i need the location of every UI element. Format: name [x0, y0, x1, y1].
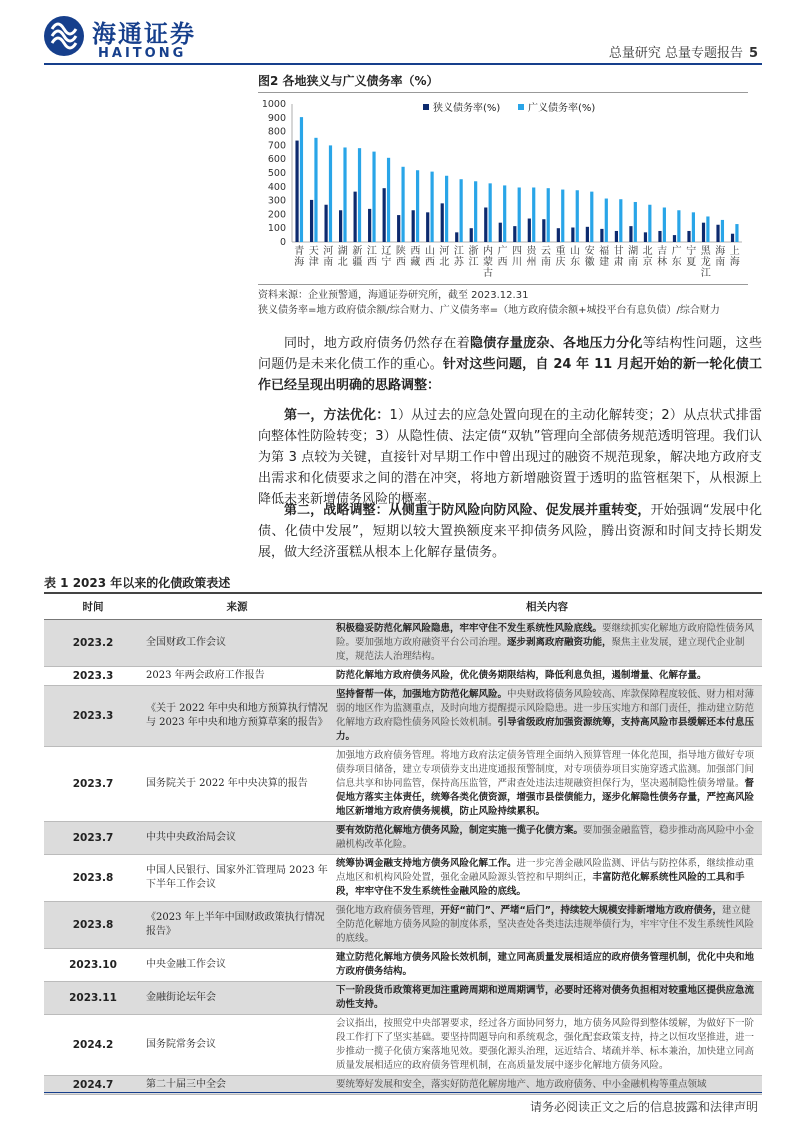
- x-tick-label: 山: [424, 246, 435, 257]
- bar-narrow-debt-ratio: [557, 228, 560, 242]
- content-normal: 要加强金融监管，稳步推动高风险中小金融机构改革化险。: [336, 825, 755, 850]
- table-row: [44, 1015, 762, 1076]
- x-tick-label: 安: [584, 246, 595, 257]
- content-normal-2: 建立健全防范化解地方债务风险的制度体系，坚决查处各类违法违规举债行为，牢牢守住不发生系统性风险的底线。: [336, 905, 755, 944]
- x-tick-label: 湖: [337, 246, 348, 257]
- row-content: [332, 1015, 762, 1076]
- row-content: [332, 982, 762, 1015]
- bar-narrow-debt-ratio: [615, 231, 618, 242]
- x-tick-label: 西: [366, 257, 377, 268]
- figure-source: [258, 288, 720, 318]
- x-tick-label: 海: [729, 257, 740, 268]
- y-tick-label: 0: [279, 237, 286, 248]
- bar-narrow-debt-ratio: [629, 226, 632, 242]
- x-tick-label: 疆: [352, 257, 363, 268]
- bar-broad-debt-ratio: [561, 190, 564, 242]
- bar-broad-debt-ratio: [706, 216, 709, 242]
- debt-ratio-bar-chart: [258, 96, 748, 282]
- row-source: 中央金融工作会议: [142, 949, 332, 982]
- page-number: 5: [748, 46, 758, 61]
- bar-broad-debt-ratio: [358, 148, 361, 242]
- x-tick-label: 辽: [381, 246, 392, 257]
- row-time: 2023.8: [44, 855, 142, 902]
- bar-narrow-debt-ratio: [571, 228, 574, 242]
- bar-broad-debt-ratio: [460, 179, 463, 242]
- bar-broad-debt-ratio: [634, 202, 637, 242]
- row-content: [332, 855, 762, 902]
- bar-broad-debt-ratio: [387, 158, 390, 242]
- content-bold: 建立防范化解地方债务风险长效机制，建立同高质量发展相适应的政府债务管理机制，优化中央和地方政府债务结构。: [336, 952, 755, 977]
- content-bold-2: 丰富防范化解系统性风险的工具和手段，牢牢守住不发生系统性金融风险的底线。: [336, 872, 745, 897]
- x-tick-label: 西: [497, 257, 508, 268]
- x-tick-label: 苏: [453, 257, 464, 268]
- p3-emphasis: 从侧重于防风险向防风险、促发展并重转变，: [388, 503, 651, 518]
- report-category: [609, 42, 758, 61]
- table-row: [44, 822, 762, 855]
- content-bold: 坚持督帮一体，加强地方防范化解风险。: [336, 689, 508, 700]
- y-tick-label: 400: [267, 181, 286, 193]
- p1-emphasis-2: 针对这些问题，自 24 年 11 月起开始的新一轮化债工作已经呈现出明确的思路调整：: [258, 357, 762, 393]
- bar-narrow-debt-ratio: [310, 200, 313, 242]
- content-bold-2: 逐步剥离政府融资功能，: [507, 637, 612, 648]
- x-tick-label: 南: [628, 257, 639, 268]
- content-bold-2: 引导省级政府加强资源统筹，支持高风险市县缓解还本付息压力。: [336, 717, 755, 742]
- bar-narrow-debt-ratio: [441, 203, 444, 242]
- row-source: 中国人民银行、国家外汇管理局 2023 年下半年工作会议: [142, 855, 332, 902]
- x-tick-label: 南: [541, 257, 552, 268]
- x-tick-label: 内: [482, 246, 493, 257]
- x-tick-label: 宁: [686, 246, 697, 257]
- haitong-logo: [44, 12, 234, 64]
- bar-broad-debt-ratio: [401, 167, 404, 242]
- x-tick-label: 吉: [657, 246, 668, 257]
- content-bold: 统筹协调金融支持地方债务风险化解工作。: [336, 858, 517, 869]
- legend-label: 狭义债务率(%): [433, 103, 501, 114]
- row-source: 中共中央政治局会议: [142, 822, 332, 855]
- bar-broad-debt-ratio: [576, 190, 579, 242]
- table-row: [44, 686, 762, 747]
- bar-narrow-debt-ratio: [339, 210, 342, 242]
- x-tick-label: 河: [439, 246, 450, 257]
- x-tick-label: 徽: [584, 257, 595, 268]
- row-content: [332, 902, 762, 949]
- x-tick-label: 古: [482, 268, 493, 279]
- bar-broad-debt-ratio: [619, 199, 622, 242]
- bar-narrow-debt-ratio: [426, 212, 429, 242]
- figure-source-line-2: 狭义债务率=地方政府债余额/综合财力、广义债务率=（地方政府债余额+城投平台有息负债）/综合财力: [258, 305, 720, 316]
- p1-text-c: 等结构性问题，这些问题仍是未来化债工作的重心。: [258, 336, 762, 372]
- x-tick-label: 山: [570, 246, 581, 257]
- content-normal: 要继续抓实化解地方政府隐性债务风险。要加强地方政府融资平台公司治理。: [336, 623, 755, 648]
- row-content: [332, 667, 762, 686]
- content-bold-2: 督促地方落实主体责任，统筹各类化债资源，增强市县偿债能力，逐步化解隐性债务存量，严控高风险地区新增地方政府债务规模，防止风险持续累积。: [336, 778, 755, 817]
- x-tick-label: 北: [337, 257, 348, 268]
- bar-narrow-debt-ratio: [397, 215, 400, 242]
- bar-narrow-debt-ratio: [354, 192, 357, 242]
- bar-broad-debt-ratio: [314, 138, 317, 242]
- bar-narrow-debt-ratio: [295, 141, 298, 242]
- x-tick-label: 上: [729, 246, 740, 257]
- y-tick-label: 300: [267, 195, 286, 207]
- x-tick-label: 南: [323, 257, 334, 268]
- x-tick-label: 津: [308, 257, 319, 268]
- x-tick-label: 江: [700, 268, 711, 279]
- bar-broad-debt-ratio: [735, 224, 738, 242]
- y-tick-label: 500: [267, 168, 286, 179]
- footer-divider: [44, 1092, 762, 1093]
- p2-heading: 第一，方法优化：: [284, 408, 390, 423]
- x-tick-label: 南: [715, 257, 726, 268]
- logo-english-name: HAITONG: [98, 46, 187, 61]
- bar-narrow-debt-ratio: [499, 223, 502, 242]
- figure-title: 图2 各地狭义与广义债务率（%）: [258, 74, 439, 88]
- row-time: 2024.7: [44, 1076, 142, 1095]
- y-tick-label: 700: [267, 140, 286, 152]
- figure-source-rule: [258, 284, 748, 285]
- x-tick-label: 川: [512, 257, 522, 268]
- x-tick-label: 重: [555, 246, 566, 257]
- bar-broad-debt-ratio: [300, 117, 303, 242]
- row-time: 2023.7: [44, 747, 142, 822]
- y-tick-label: 1000: [261, 99, 286, 110]
- content-normal: 进一步完善金融风险监测、评估与防控体系，继续推动重点地区和机构风险处置，强化金融风险源头管控和早期纠正，: [336, 858, 755, 883]
- table-header-row: [44, 595, 762, 620]
- table-top-rule: [44, 592, 762, 594]
- row-content: [332, 686, 762, 747]
- bar-broad-debt-ratio: [547, 188, 550, 242]
- header-content: 相关内容: [332, 595, 762, 620]
- bar-narrow-debt-ratio: [383, 188, 386, 242]
- bar-narrow-debt-ratio: [673, 235, 676, 242]
- x-tick-label: 湖: [628, 246, 639, 257]
- row-content: [332, 949, 762, 982]
- bar-narrow-debt-ratio: [324, 205, 327, 242]
- x-tick-label: 江: [468, 257, 479, 268]
- report-category-label: 总量研究 总量专题报告: [608, 46, 743, 61]
- x-tick-label: 庆: [555, 257, 566, 268]
- y-tick-label: 800: [267, 126, 286, 138]
- bar-broad-debt-ratio: [692, 212, 695, 242]
- bar-broad-debt-ratio: [343, 147, 346, 242]
- bar-narrow-debt-ratio: [600, 229, 603, 242]
- legend-swatch: [518, 104, 524, 110]
- x-tick-label: 广: [671, 246, 682, 257]
- x-tick-label: 浙: [468, 246, 479, 257]
- y-tick-label: 100: [267, 223, 286, 235]
- row-time: 2023.7: [44, 822, 142, 855]
- bar-broad-debt-ratio: [503, 185, 506, 242]
- logo-chinese-name: 海通证券: [92, 19, 196, 48]
- x-tick-label: 海: [715, 246, 726, 257]
- bar-narrow-debt-ratio: [542, 219, 545, 242]
- legend-label: 广义债务率(%): [528, 103, 596, 114]
- x-tick-label: 海: [294, 257, 305, 268]
- bar-broad-debt-ratio: [677, 210, 680, 242]
- row-source: 国务院关于 2022 年中央决算的报告: [142, 747, 332, 822]
- table-row: [44, 949, 762, 982]
- row-source: 《关于 2022 年中央和地方预算执行情况与 2023 年中央和地方预算草案的报告》: [142, 686, 332, 747]
- content-normal: 中央财政将债务风险较高、库款保障程度较低、财力相对薄弱的地区作为监测重点，及时向地方提醒提示风险隐患。进一步压实地方和部门责任，推动建立防范化解地方政府隐性债务风险长效机制。: [336, 689, 755, 728]
- bar-broad-debt-ratio: [372, 152, 375, 242]
- y-tick-label: 600: [267, 154, 286, 166]
- bar-narrow-debt-ratio: [513, 226, 516, 242]
- row-time: 2024.2: [44, 1015, 142, 1076]
- bar-broad-debt-ratio: [445, 176, 448, 242]
- x-tick-label: 龙: [700, 257, 711, 268]
- x-tick-label: 东: [671, 257, 682, 268]
- row-source: 国务院常务会议: [142, 1015, 332, 1076]
- bar-broad-debt-ratio: [590, 192, 593, 242]
- x-tick-label: 甘: [613, 246, 624, 257]
- row-source: 《2023 年上半年中国财政政策执行情况报告》: [142, 902, 332, 949]
- x-tick-label: 京: [642, 257, 653, 268]
- bar-broad-debt-ratio: [489, 183, 492, 242]
- row-time: 2023.8: [44, 902, 142, 949]
- x-tick-label: 夏: [686, 257, 697, 268]
- figure-source-line-1: 资料来源：企业预警通，海通证券研究所，截至 2023.12.31: [258, 290, 529, 301]
- bar-narrow-debt-ratio: [455, 232, 458, 242]
- x-tick-label: 福: [599, 246, 610, 257]
- content-normal-2: 聚焦主业发展，建立现代企业制度，规范法人治理结构。: [336, 637, 745, 662]
- header-time: 时间: [44, 595, 142, 620]
- content-normal: 强化地方政府债务管理，: [336, 905, 441, 916]
- table-row: [44, 620, 762, 667]
- table-row: [44, 982, 762, 1015]
- content-bold: 下一阶段货币政策将更加注重跨周期和逆周期调节，必要时还将对债务负担相对较重地区提供应急流动性支持。: [336, 985, 755, 1010]
- paragraph-2: [258, 405, 762, 510]
- bar-narrow-debt-ratio: [368, 209, 371, 242]
- paragraph-3: [258, 500, 762, 563]
- policy-table: [44, 595, 762, 1095]
- row-source: 2023 年两会政府工作报告: [142, 667, 332, 686]
- x-tick-label: 州: [526, 257, 537, 268]
- p1-emphasis: 隐债存量庞杂、各地压力分化: [469, 336, 643, 351]
- x-tick-label: 江: [366, 246, 377, 257]
- row-time: 2023.3: [44, 667, 142, 686]
- bar-narrow-debt-ratio: [484, 208, 487, 243]
- content-bold-2: 开好“前门”、严堵“后门”，持续较大规模安排新增地方政府债务，: [440, 905, 722, 916]
- bar-narrow-debt-ratio: [528, 219, 531, 242]
- p3-heading: 第二，战略调整：: [284, 503, 389, 518]
- bar-narrow-debt-ratio: [658, 231, 661, 242]
- row-content: [332, 822, 762, 855]
- header-divider: [44, 63, 762, 65]
- row-source: 金融街论坛年会: [142, 982, 332, 1015]
- x-tick-label: 西: [395, 257, 406, 268]
- content-normal: 要统筹好发展和安全，落实好防范化解房地产、地方政府债务、中小金融机构等重点领域: [336, 1079, 707, 1090]
- content-normal: 会议指出，按照党中央部署要求，经过各方面协同努力，地方债务风险得到整体缓解，为做好下一阶段工作打下了坚实基础。要坚持問题导向和系统观念，强化配套政策支持，持之以恒攻坚推进，进一步推动一揽子化债方案落地见效。要强化源头治理，远近结合、堵疏并举、标本兼治，加快建立同高质量发展相适应的政府债务管理机制，在高质量发展中逐步化解地方债务风险。: [336, 1018, 755, 1071]
- logo-emblem-icon: [44, 16, 84, 56]
- figure-title-rule: [258, 92, 748, 93]
- x-tick-label: 西: [410, 246, 421, 257]
- x-tick-label: 林: [657, 257, 668, 268]
- x-tick-label: 江: [453, 246, 464, 257]
- footer-disclaimer: 请务必阅读正文之后的信息披露和法律声明: [529, 1100, 758, 1114]
- x-tick-label: 黑: [700, 246, 711, 257]
- bar-broad-debt-ratio: [721, 220, 724, 242]
- bar-broad-debt-ratio: [605, 199, 608, 242]
- bar-narrow-debt-ratio: [716, 225, 719, 242]
- x-tick-label: 宁: [381, 257, 392, 268]
- bar-narrow-debt-ratio: [687, 231, 690, 242]
- content-bold: 积极稳妥防范化解风险隐患，牢牢守住不发生系统性风险底线。: [336, 623, 603, 634]
- table-row: [44, 747, 762, 822]
- table-row: [44, 902, 762, 949]
- row-content: [332, 747, 762, 822]
- bar-broad-debt-ratio: [474, 181, 477, 242]
- content-bold: 防范化解地方政府债务风险，优化债务期限结构，降低利息负担，遏制增量、化解存量。: [336, 670, 707, 681]
- bar-broad-debt-ratio: [329, 145, 332, 242]
- bar-narrow-debt-ratio: [702, 223, 705, 242]
- table-row: [44, 855, 762, 902]
- x-tick-label: 西: [424, 257, 435, 268]
- bar-broad-debt-ratio: [431, 172, 434, 242]
- x-tick-label: 广: [497, 246, 508, 257]
- header-source: 来源: [142, 595, 332, 620]
- row-time: 2023.3: [44, 686, 142, 747]
- content-normal: 加强地方政府债务管理。将地方政府法定债务管理全面纳入预算管理一体化范围，指导地方做好专项债券项目储备，建立专项债券支出进度通报预警制度，对专项债券项目实施穿透式监测。加强部门间信息共享和协同监管，保持高压监管，严肃查处违法违规融资担保行为，坚决遏制隐性债务增量。: [336, 750, 755, 789]
- p3-text: 开始强调“发展中化债、化债中发展”，短期以较大置换额度来平抑债务风险，腾出资源和时间支持长期发展，做大经济蛋糕从根本上化解存量债务。: [258, 503, 762, 560]
- x-tick-label: 贵: [526, 246, 537, 257]
- page-header: [0, 0, 802, 70]
- bar-narrow-debt-ratio: [412, 210, 415, 242]
- p2-text: 1）从过去的应急处置向现在的主动化解转变；2）从点状式排雷向整体性防险转变；3）从隐性债、法定债“双轨”管理向全部债务规范透明管理。我们认为第 3 点较为关键，直接针对早期工作中曾出现过的融资不规范现象，解决地方政府支出需求和化债要求之间的潜在冲突，将地方新增融资置于透明的监管框架下，从根源上降低未来新增债务风险的概率。: [258, 408, 762, 507]
- row-source: 第二十届三中全会: [142, 1076, 332, 1095]
- row-time: 2023.2: [44, 620, 142, 667]
- x-tick-label: 河: [323, 246, 334, 257]
- x-tick-label: 肃: [613, 257, 624, 268]
- bar-broad-debt-ratio: [532, 187, 535, 242]
- bar-broad-debt-ratio: [648, 205, 651, 242]
- row-time: 2023.10: [44, 949, 142, 982]
- bar-narrow-debt-ratio: [470, 228, 473, 242]
- row-source: 全国财政工作会议: [142, 620, 332, 667]
- table-row: [44, 667, 762, 686]
- x-tick-label: 陕: [395, 246, 406, 257]
- x-tick-label: 天: [308, 246, 319, 257]
- bar-broad-debt-ratio: [663, 208, 666, 243]
- paragraph-1: [258, 333, 762, 396]
- bar-narrow-debt-ratio: [731, 234, 734, 242]
- table-title: 表 1 2023 年以来的化债政策表述: [44, 576, 231, 590]
- x-tick-label: 云: [541, 246, 552, 257]
- legend-swatch: [423, 104, 429, 110]
- x-tick-label: 四: [512, 246, 522, 257]
- p1-text-a: 同时，地方政府债务仍然存在着: [284, 336, 470, 351]
- x-tick-label: 东: [570, 257, 581, 268]
- x-tick-label: 北: [439, 257, 450, 268]
- y-tick-label: 900: [267, 112, 286, 124]
- content-bold: 要有效防范化解地方债务风险，制定实施一揽子化债方案。: [336, 825, 584, 836]
- y-tick-label: 200: [267, 209, 286, 221]
- x-tick-label: 藏: [410, 257, 421, 268]
- x-tick-label: 北: [642, 246, 653, 257]
- x-tick-label: 建: [599, 257, 610, 268]
- bar-broad-debt-ratio: [416, 170, 419, 242]
- bar-narrow-debt-ratio: [586, 227, 589, 242]
- row-time: 2023.11: [44, 982, 142, 1015]
- bar-narrow-debt-ratio: [644, 232, 647, 242]
- x-tick-label: 蒙: [482, 257, 493, 268]
- row-content: [332, 620, 762, 667]
- x-tick-label: 新: [352, 246, 363, 257]
- x-tick-label: 青: [294, 246, 305, 257]
- bar-broad-debt-ratio: [518, 187, 521, 242]
